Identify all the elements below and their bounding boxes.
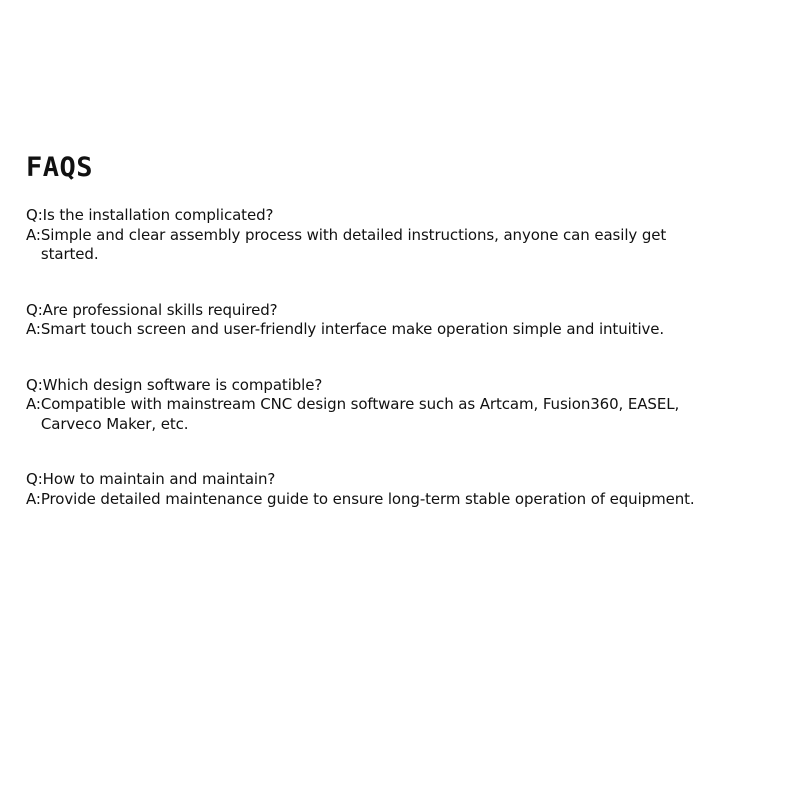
- faq-item: [26, 301, 786, 340]
- faq-item: [26, 470, 786, 509]
- answer-text: Provide detailed maintenance guide to ensure long-term stable operation of equipment.: [40, 489, 695, 508]
- answer-prefix: A:: [26, 489, 41, 508]
- faq-section: [26, 150, 786, 509]
- faq-question: [26, 470, 786, 490]
- answer-prefix: A:: [26, 225, 41, 244]
- question-prefix: Q:: [26, 375, 43, 394]
- answer-prefix: A:: [26, 395, 41, 413]
- faq-item: [26, 206, 786, 265]
- faq-answer: [26, 320, 786, 340]
- question-prefix: Q:: [26, 470, 43, 488]
- answer-text: Compatible with mainstream CNC design software such as Artcam, Fusion360, EASEL, Carveco Maker, etc.: [40, 395, 680, 433]
- faq-question: [26, 206, 786, 226]
- question-prefix: Q:: [26, 300, 43, 319]
- answer-prefix: A:: [26, 320, 41, 338]
- answer-text: Smart touch screen and user-friendly interface make operation simple and intuitive.: [40, 320, 665, 338]
- page-title: FAQS: [26, 152, 94, 183]
- faq-question: [26, 301, 786, 321]
- question-text: How to maintain and maintain?: [42, 470, 276, 488]
- question-text: Is the installation complicated?: [42, 206, 274, 224]
- faq-item: [26, 376, 786, 435]
- answer-text: Simple and clear assembly process with detailed instructions, anyone can easily get started.: [40, 225, 667, 263]
- question-text: Are professional skills required?: [42, 300, 278, 319]
- question-prefix: Q:: [26, 206, 43, 224]
- faq-answer: [26, 490, 786, 510]
- faq-answer: [26, 226, 786, 265]
- faq-question: [26, 376, 786, 396]
- question-text: Which design software is compatible?: [42, 375, 323, 394]
- faq-answer: [26, 395, 786, 434]
